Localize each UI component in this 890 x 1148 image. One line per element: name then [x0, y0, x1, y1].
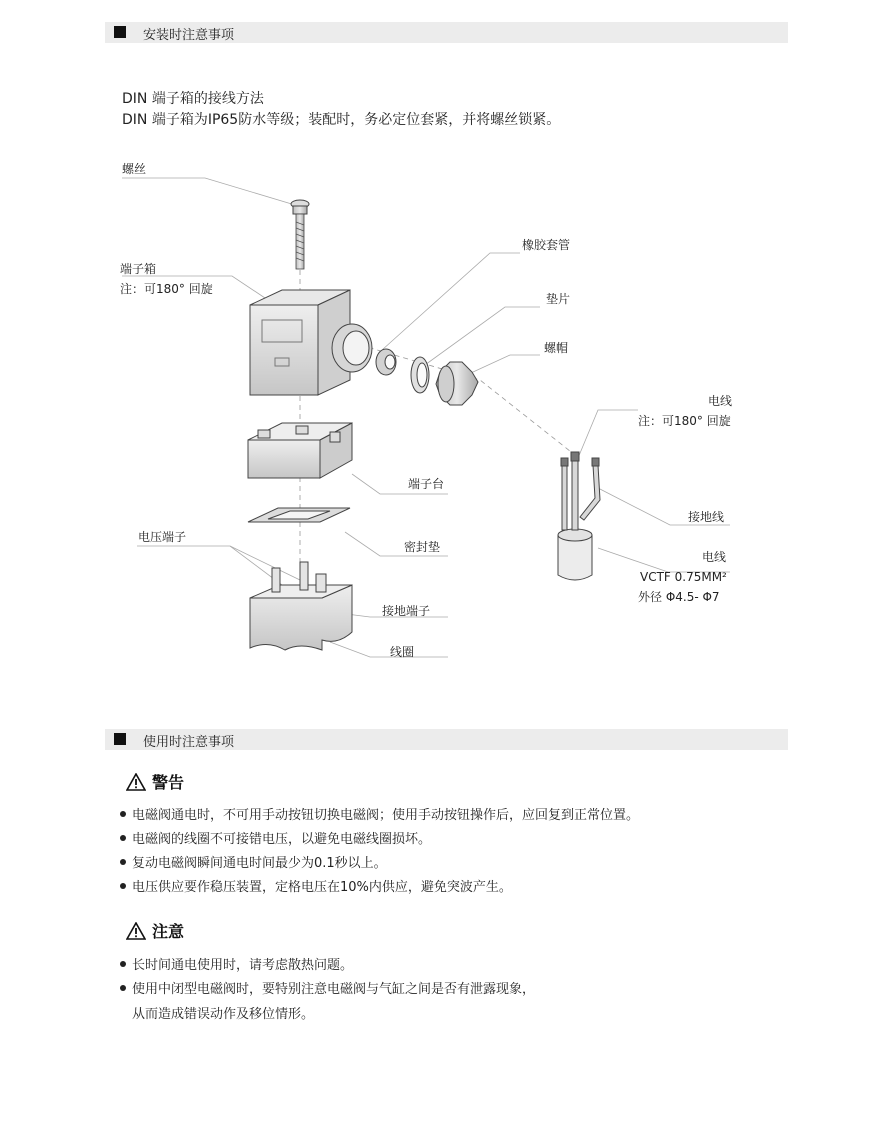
label-wire-note: 注：可180° 回旋	[638, 414, 731, 428]
label-screw: 螺丝	[122, 162, 147, 176]
label-terminal-box-note: 注：可180° 回旋	[120, 282, 213, 296]
label-ground-wire: 接地线	[688, 510, 725, 524]
list-item: 电压供应要作稳压装置，定格电压在10%内供应，避免突波产生。	[120, 876, 512, 895]
label-cable-spec: VCTF 0.75MM²	[640, 570, 727, 584]
screw-icon	[291, 200, 309, 269]
list-item: 长时间通电使用时，请考虑散热问题。	[120, 954, 353, 973]
caution-heading	[126, 919, 184, 944]
section-title: 安装时注意事项	[143, 28, 235, 43]
label-washer: 垫片	[546, 292, 571, 306]
label-terminal-block: 端子台	[408, 477, 445, 491]
caution-heading-text: 注意	[152, 922, 185, 941]
section-header-usage	[105, 729, 788, 750]
label-cable-od: 外径 Φ4.5- Φ7	[638, 590, 720, 604]
rubber-sleeve-icon	[376, 349, 396, 375]
caution-triangle-icon	[126, 922, 146, 944]
cap-nut-icon	[436, 362, 478, 405]
seal-pad-icon	[248, 508, 350, 522]
warning-triangle-icon	[126, 773, 146, 795]
label-rubber-sleeve: 橡胶套管	[522, 238, 571, 252]
intro-description: DIN 端子箱为IP65防水等级；装配时，务必定位套紧，并将螺丝锁紧。	[122, 112, 561, 128]
list-item: 使用中闭型电磁阀时，要特别注意电磁阀与气缸之间是否有泄露现象，	[120, 978, 535, 997]
terminal-block-icon	[248, 423, 352, 478]
label-coil: 线圈	[390, 645, 415, 659]
label-cable: 电线	[702, 550, 727, 564]
label-voltage-terminal: 电压端子	[138, 530, 187, 544]
square-bullet-icon	[114, 26, 126, 38]
intro-heading: DIN 端子箱的接线方法	[122, 91, 264, 107]
section-title: 使用时注意事项	[143, 735, 235, 750]
list-item: 电磁阀的线圈不可接错电压，以避免电磁线圈损坏。	[120, 828, 431, 847]
section-header-install	[105, 22, 788, 43]
warning-heading-text: 警告	[152, 773, 185, 792]
label-seal-pad: 密封垫	[404, 540, 441, 554]
list-item: 电磁阀通电时，不可用手动按钮切换电磁阀；使用手动按钮操作后，应回复到正常位置。	[120, 804, 639, 823]
label-cap-nut: 螺帽	[544, 341, 569, 355]
terminal-box-icon	[250, 290, 372, 395]
washer-icon	[411, 357, 429, 393]
warning-heading	[126, 770, 184, 795]
din-connector-exploded-diagram	[0, 150, 890, 670]
square-bullet-icon	[114, 733, 126, 745]
coil-icon	[250, 562, 352, 650]
label-wire: 电线	[708, 394, 733, 408]
label-terminal-box: 端子箱	[120, 262, 157, 276]
list-item: 复动电磁阀瞬间通电时间最少为0.1秒以上。	[120, 852, 387, 871]
label-ground-terminal: 接地端子	[382, 604, 431, 618]
cable-icon	[558, 452, 600, 580]
list-item-continuation: 从而造成错误动作及移位情形。	[132, 1007, 315, 1022]
